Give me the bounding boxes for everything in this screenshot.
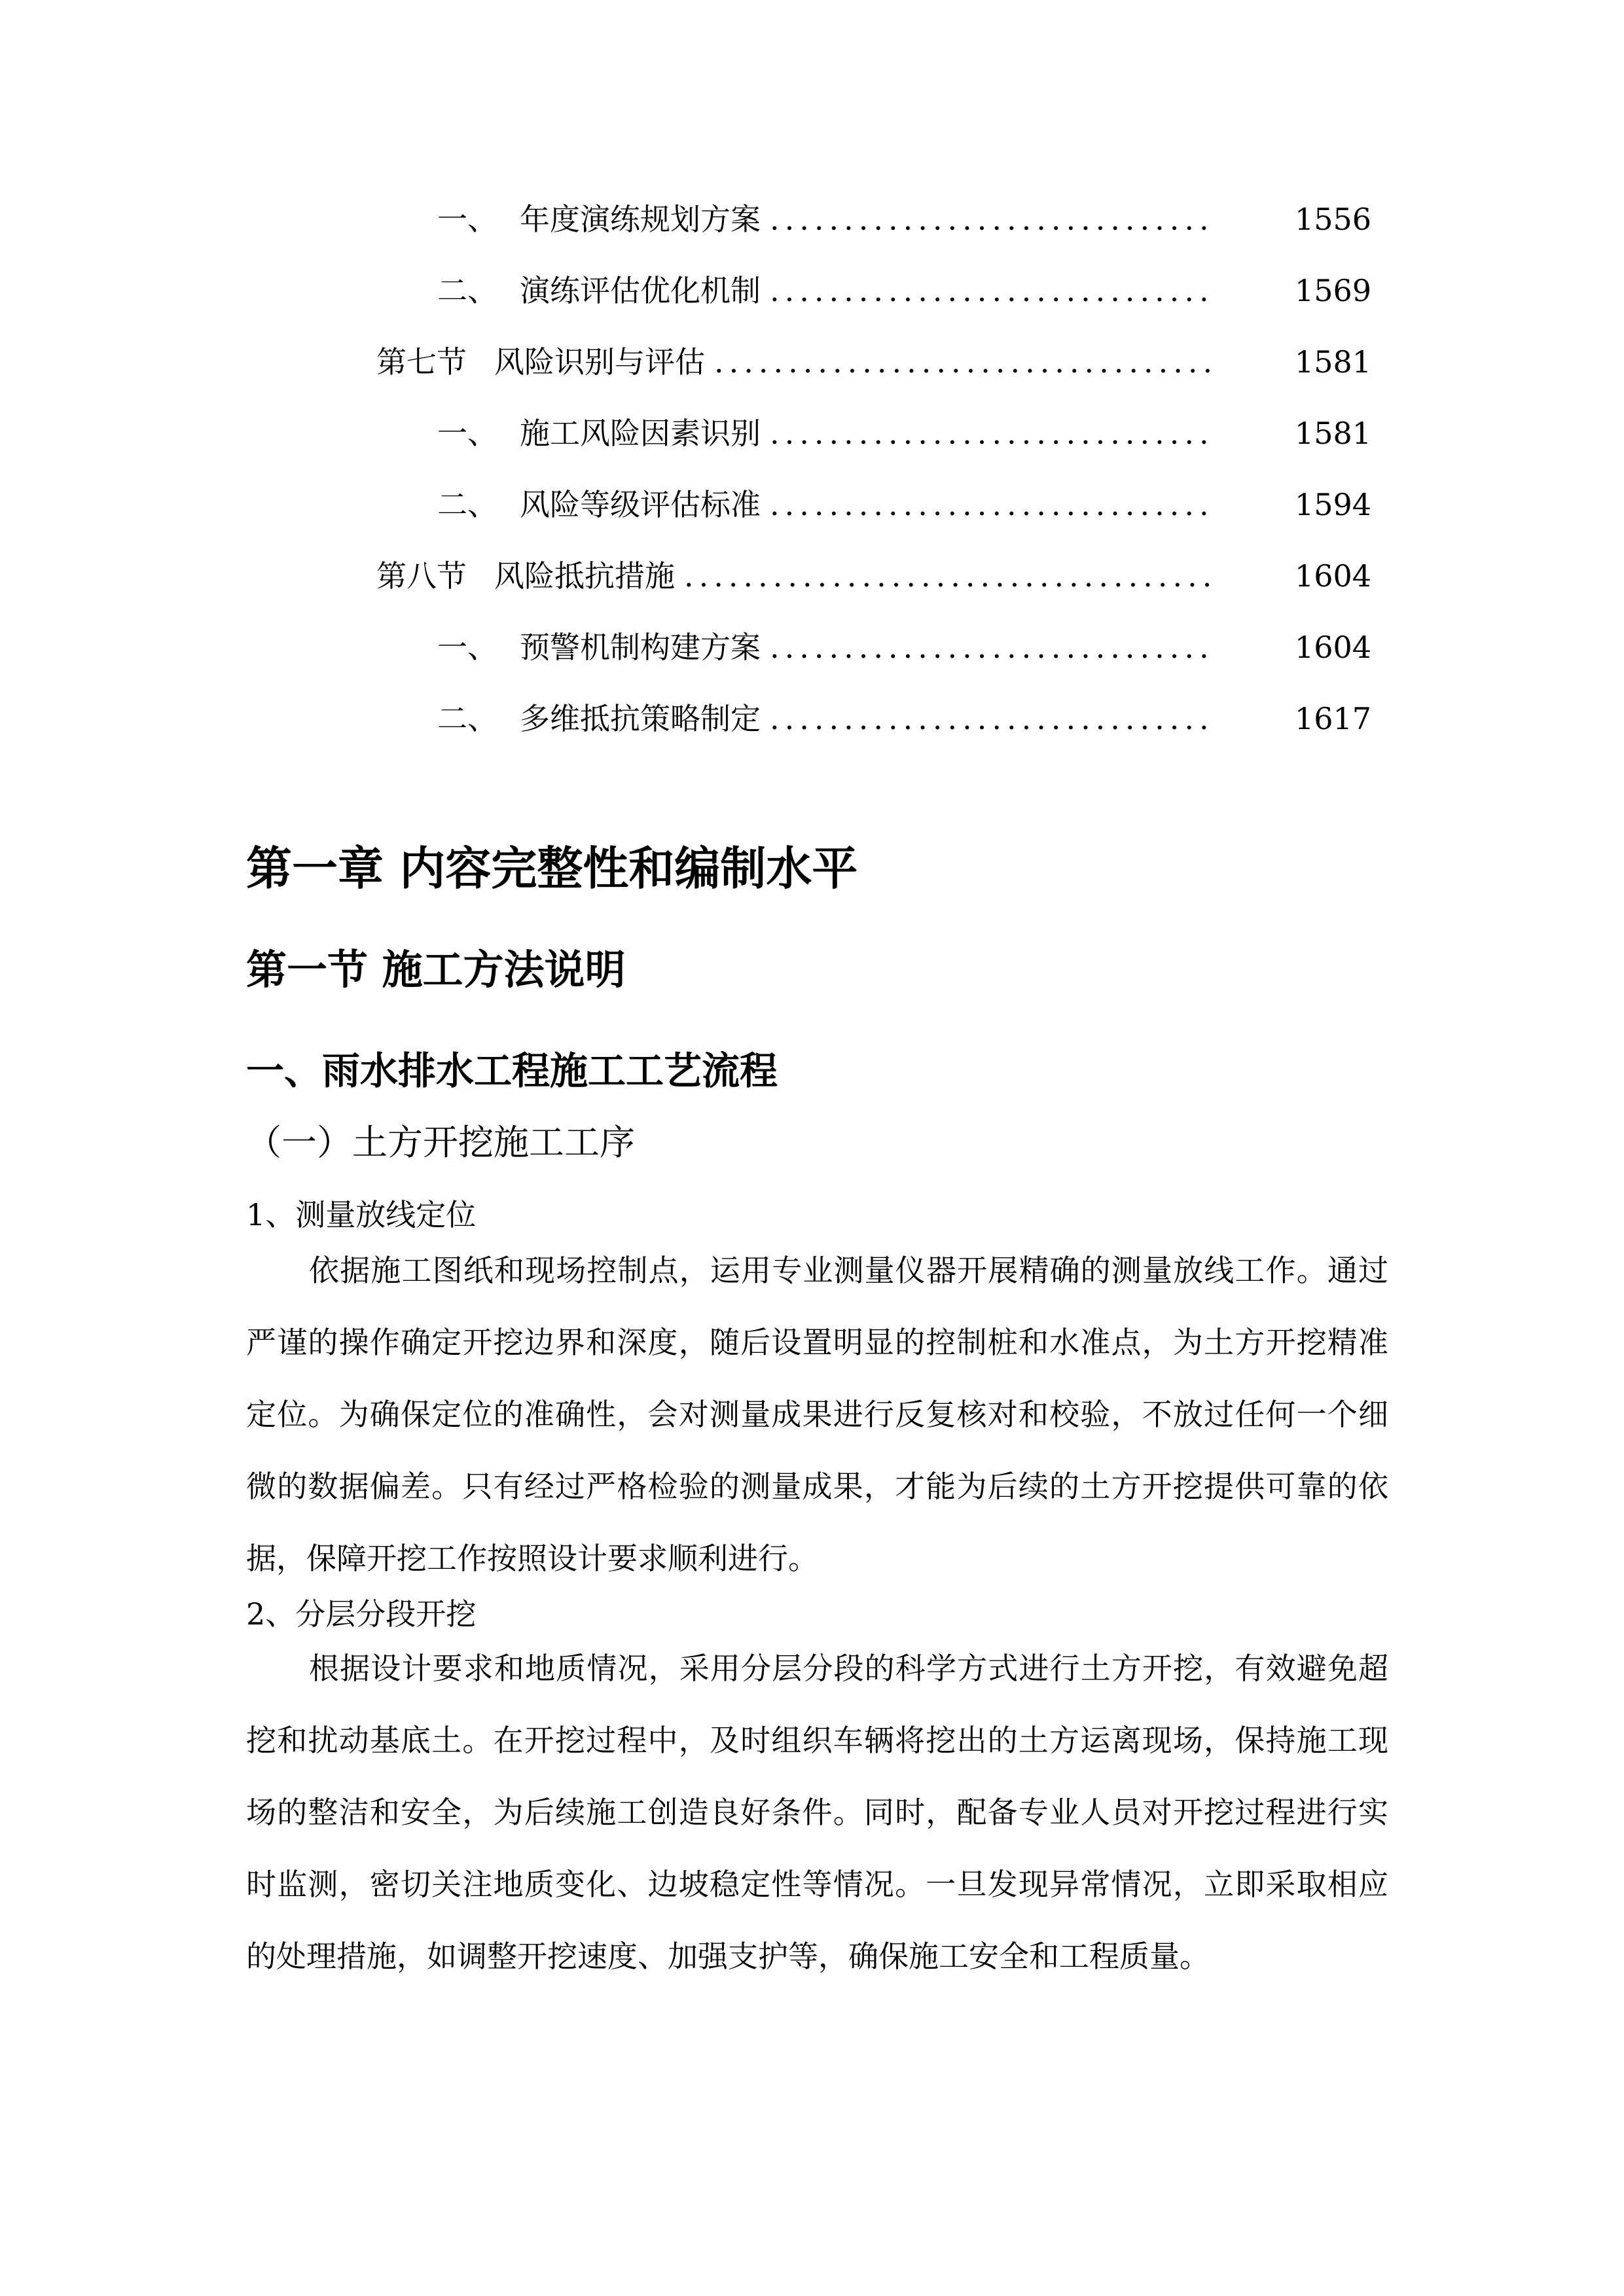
- toc-entry-number: 一、: [437, 416, 497, 451]
- toc-entry-page: 1581: [1294, 344, 1371, 380]
- toc-leader: ..............................: [770, 202, 1214, 237]
- toc-entry-title: 风险等级评估标准: [520, 487, 761, 522]
- body-paragraph: 依据施工图纸和现场控制点，运用专业测量仪器开展精确的测量放线工作。通过严谨的操作确定开挖边界和深度，随后设置明显的控制桩和水准点，为土方开挖精准定位。为确保定位的准确性，会对测量成果进行反复核对和校验，不放过任何一个细微的数据偏差。只有经过严格检验的测量成果，才能为后续的土方开挖提供可靠的依据，保障开挖工作按照设计要求顺利进行。: [246, 1253, 1388, 1576]
- toc-leader: ..............................: [770, 630, 1214, 665]
- subsubsection-title: （一）土方开挖施工工序: [246, 1122, 635, 1163]
- toc-entry[interactable]: [437, 485, 1371, 524]
- item-heading: 2、分层分段开挖: [246, 1596, 477, 1632]
- toc-entry-page: 1604: [1294, 558, 1371, 594]
- toc-leader: ....................................: [684, 558, 1218, 594]
- toc-leader: ..................................: [714, 344, 1218, 380]
- toc-entry[interactable]: [376, 342, 1371, 382]
- toc-entry-page: 1556: [1294, 202, 1371, 237]
- toc-entry-number: 一、: [437, 202, 497, 237]
- body-paragraph: 根据设计要求和地质情况，采用分层分段的科学方式进行土方开挖，有效避免超挖和扰动基底土。在开挖过程中，及时组织车辆将挖出的土方运离现场，保持施工现场的整洁和安全，为后续施工创造良好条件。同时，配备专业人员对开挖过程进行实时监测，密切关注地质变化、边坡稳定性等情况。一旦发现异常情况，立即采取相应的处理措施，如调整开挖速度、加强支护等，确保施工安全和工程质量。: [246, 1651, 1388, 1974]
- toc-entry-page: 1617: [1294, 701, 1371, 736]
- toc-entry-number: 二、: [437, 701, 497, 736]
- item-heading: 1、测量放线定位: [246, 1197, 477, 1232]
- chapter-title: 第一章 内容完整性和编制水平: [246, 842, 858, 895]
- toc-entry-page: 1594: [1294, 487, 1371, 522]
- toc-entry-number: 二、: [437, 487, 497, 522]
- toc-entry-number: 二、: [437, 273, 497, 308]
- toc-entry[interactable]: [437, 271, 1371, 310]
- toc-entry-number: 第七节: [376, 344, 467, 380]
- toc-entry-title: 多维抵抗策略制定: [520, 701, 761, 736]
- toc-entry-title: 风险抵抗措施: [494, 558, 675, 594]
- toc-entry-title: 演练评估优化机制: [520, 273, 761, 308]
- toc-entry-number: 第八节: [376, 558, 467, 594]
- toc-entry-title: 年度演练规划方案: [520, 202, 761, 237]
- toc-leader: ..............................: [770, 701, 1214, 736]
- toc-entry[interactable]: [437, 628, 1371, 667]
- section-title: 第一节 施工方法说明: [246, 946, 626, 994]
- toc-entry[interactable]: [437, 414, 1371, 453]
- toc-entry-title: 施工风险因素识别: [520, 416, 761, 451]
- toc-entry-title: 预警机制构建方案: [520, 630, 761, 665]
- toc-entry-page: 1569: [1294, 273, 1371, 308]
- toc-entry[interactable]: [437, 200, 1371, 239]
- toc-entry-page: 1581: [1294, 416, 1371, 451]
- toc-leader: ..............................: [770, 487, 1214, 522]
- toc-leader: ..............................: [770, 273, 1214, 308]
- subsection-title: 一、雨水排水工程施工工艺流程: [246, 1049, 778, 1093]
- toc-entry-page: 1604: [1294, 630, 1371, 665]
- toc-leader: ..............................: [770, 416, 1214, 451]
- toc-entry[interactable]: [376, 556, 1371, 596]
- toc-entry-number: 一、: [437, 630, 497, 665]
- toc-entry[interactable]: [437, 699, 1371, 738]
- toc-entry-title: 风险识别与评估: [494, 344, 705, 380]
